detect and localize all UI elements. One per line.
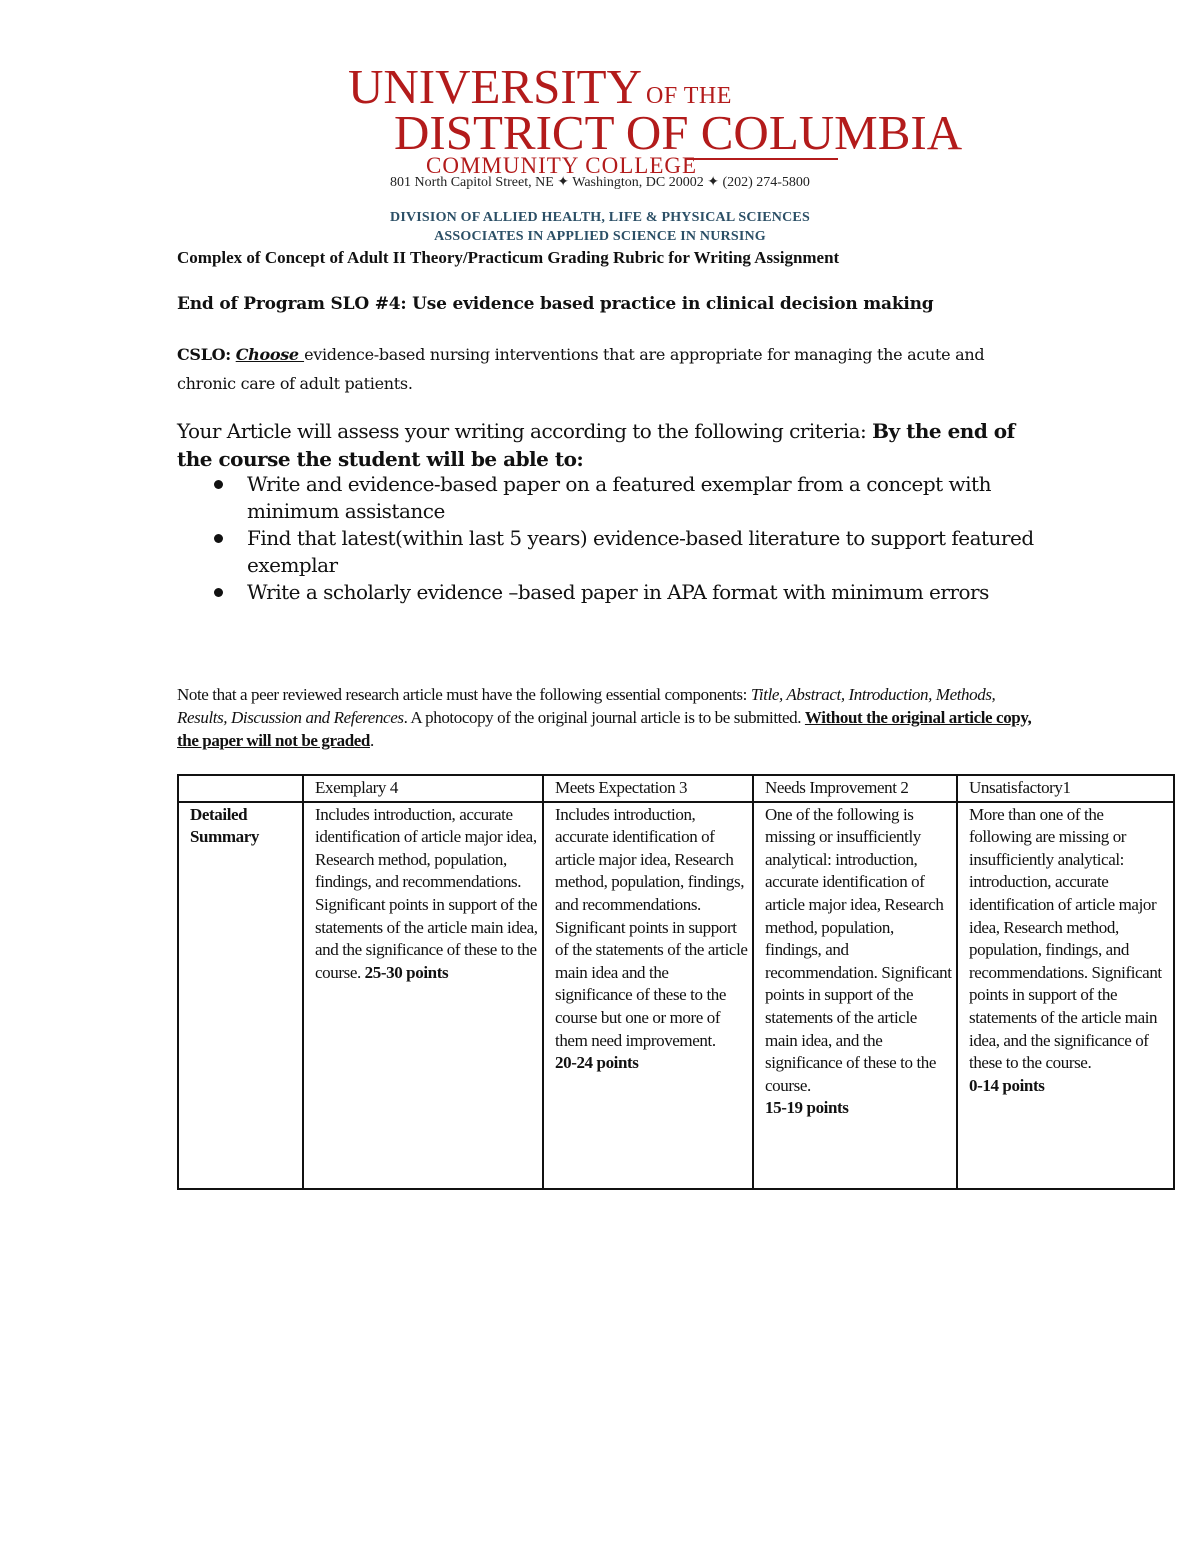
cslo-label: CSLO:	[177, 345, 231, 364]
logo-district-text: DISTRICT OF COLUMBIA	[394, 105, 963, 160]
table-header-cell: Meets Expectation 3	[543, 775, 753, 802]
table-cell	[303, 802, 543, 1189]
table-header-cell: Unsatisfactory1	[957, 775, 1174, 802]
rubric-table	[177, 774, 1175, 1190]
criteria-text: More than one of the following are missing or insufficiently analytical: introduction, accurate identification of article major idea, Research method, population, findings, and recommendations. Significant points in support of the statements of the article main idea, and the significance of these to the course.	[969, 804, 1162, 1073]
criteria-intro-bold: By the end of the course the student will be able to:	[177, 419, 1015, 471]
criteria-text: Includes introduction, accurate identification of article major idea, Research method, population, findings, and recommendations. Significant points in support of the statements of the article main idea, and the significance of these to the course.	[315, 804, 538, 982]
logo-line-district	[394, 105, 963, 160]
criteria-text: Includes introduction, accurate identification of article major idea, Research method, population, findings, and recommendations. Significant points in support of the statements of the article main idea and the significance of these to the course but one or more of them need improvement.	[555, 804, 748, 1050]
table-cell	[543, 802, 753, 1189]
list-item-text: Write and evidence-based paper on a featured exemplar from a concept with minimum assistance	[247, 472, 991, 523]
logo-of-the-text: OF THE	[645, 83, 732, 109]
points-label: 20-24 points	[555, 1053, 639, 1073]
criteria-text: One of the following is missing or insufficiently analytical: introduction, accurate identification of article major idea, Research method, population, findings, and recommendation. Significant points in support of the statements of the article main idea, and the significance of these to the course.	[765, 804, 952, 1095]
note-text: Note that a peer reviewed research article must have the following essential components:	[177, 685, 751, 704]
list-item-text: Find that latest(within last 5 years) evidence-based literature to support featured exemplar	[247, 526, 1034, 577]
points-label: 0-14 points	[969, 1075, 1045, 1095]
logo-university-text: UNIVERSITY	[348, 59, 642, 114]
cslo-text: evidence-based nursing interventions that are appropriate for managing the acute and chronic care of adult patients.	[177, 345, 985, 393]
table-row	[178, 802, 1174, 1189]
cslo-keyword: Choose	[235, 345, 305, 364]
bullet-icon	[214, 534, 223, 543]
logo-rule-line	[686, 158, 838, 160]
list-item-text: Write a scholarly evidence –based paper in APA format with minimum errors	[247, 580, 989, 604]
criteria-list	[177, 471, 1037, 606]
note-components: Title, Abstract, Introduction, Methods, Results, Discussion and References	[177, 685, 996, 727]
bullet-icon	[214, 588, 223, 597]
list-item	[177, 525, 1037, 579]
address-line: 801 North Capitol Street, NE ✦ Washington, DC 20002 ✦ (202) 274-5800	[390, 175, 810, 190]
bullet-icon	[214, 480, 223, 489]
table-header-cell: Exemplary 4	[303, 775, 543, 802]
program-slo: End of Program SLO #4: Use evidence based practice in clinical decision making	[177, 294, 934, 314]
table-header-cell	[178, 775, 303, 802]
logo-line-university	[348, 59, 732, 114]
division-heading: DIVISION OF ALLIED HEALTH, LIFE & PHYSICAL SCIENCES	[390, 210, 810, 225]
note-warning: Without the original article copy, the paper will not be graded	[177, 708, 1032, 750]
logo-community-college-text: COMMUNITY COLLEGE	[426, 153, 698, 178]
cslo-paragraph	[177, 340, 1037, 398]
table-cell	[957, 802, 1174, 1189]
table-header-row	[178, 775, 1174, 802]
program-heading: ASSOCIATES IN APPLIED SCIENCE IN NURSING	[434, 229, 766, 244]
points-label: 15-19 points	[765, 1098, 849, 1118]
university-logo	[348, 59, 963, 182]
list-item	[177, 471, 1037, 525]
points-label: 25-30 points	[364, 962, 449, 982]
note-end: .	[369, 731, 374, 750]
criteria-intro	[177, 417, 1037, 473]
table-cell	[753, 802, 957, 1189]
note-text-2: . A photocopy of the original journal article is to be submitted.	[403, 708, 805, 727]
row-label-cell: Detailed Summary	[178, 802, 303, 1189]
table-header-cell: Needs Improvement 2	[753, 775, 957, 802]
list-item	[177, 579, 1037, 606]
rubric-title: Complex of Concept of Adult II Theory/Practicum Grading Rubric for Writing Assignment	[177, 248, 840, 267]
note-paragraph	[177, 683, 1037, 752]
criteria-intro-text: Your Article will assess your writing according to the following criteria:	[177, 419, 873, 443]
